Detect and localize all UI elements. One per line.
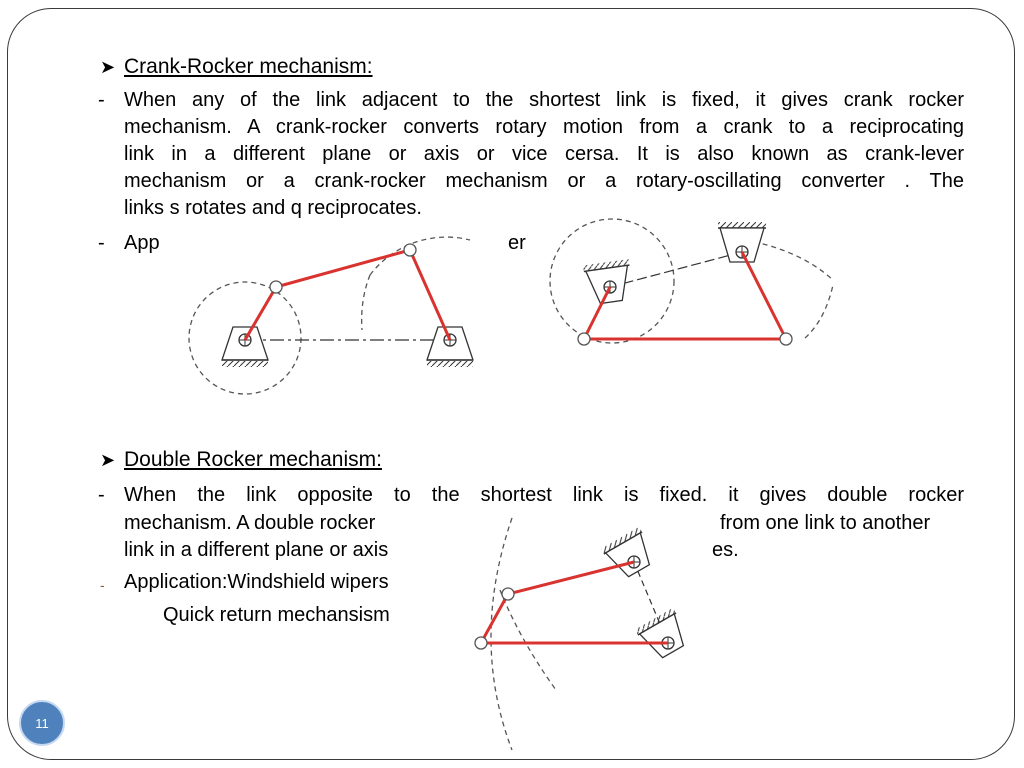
double-rocker-line-1: When the link opposite to the shortest link is fixed. it gives double rocker: [124, 484, 964, 506]
arrow-bullet-icon: ➤: [100, 450, 116, 470]
crank-rocker-figure-left: [180, 232, 500, 407]
double-rocker-line-2-right: from one link to another: [720, 512, 931, 534]
double-rocker-heading: Double Rocker mechanism:: [124, 448, 382, 471]
paragraph-line: link in a different plane or axis or vice cersa. It is also known as crank-lever: [124, 143, 964, 165]
crank-rocker-heading: Crank-Rocker mechanism:: [124, 55, 373, 78]
double-rocker-figure: [460, 512, 710, 752]
double-rocker-line-3-left: link in a different plane or axis: [124, 539, 389, 561]
paragraph-line: mechanism or a crank-rocker mechanism or a rotary-oscillating converter . The: [124, 170, 964, 192]
double-rocker-application-2: Quick return mechansism: [163, 604, 390, 626]
paragraph-line: mechanism. A crank-rocker converts rotary motion from a crank to a reciprocating: [124, 116, 964, 138]
application-text-left: App: [124, 232, 160, 254]
crank-rocker-paragraph: [124, 87, 964, 222]
double-rocker-application: Application:Windshield wipers: [124, 571, 389, 593]
dash-bullet: -: [98, 232, 105, 254]
double-rocker-line-2-left: mechanism. A double rocker: [124, 512, 376, 534]
arrow-bullet-icon: ➤: [100, 57, 116, 77]
slide-number-badge: 11: [19, 700, 65, 746]
paragraph-line: links s rotates and q reciprocates.: [124, 197, 422, 219]
application-text-right: er: [508, 232, 526, 254]
dash-bullet: -: [100, 577, 105, 593]
double-rocker-line-3-right: es.: [712, 539, 739, 561]
dash-bullet: -: [98, 89, 105, 111]
crank-rocker-figure-right: [540, 206, 840, 356]
dash-bullet: -: [98, 484, 105, 506]
paragraph-line: When any of the link adjacent to the shortest link is fixed, it gives crank rocker: [124, 89, 964, 111]
